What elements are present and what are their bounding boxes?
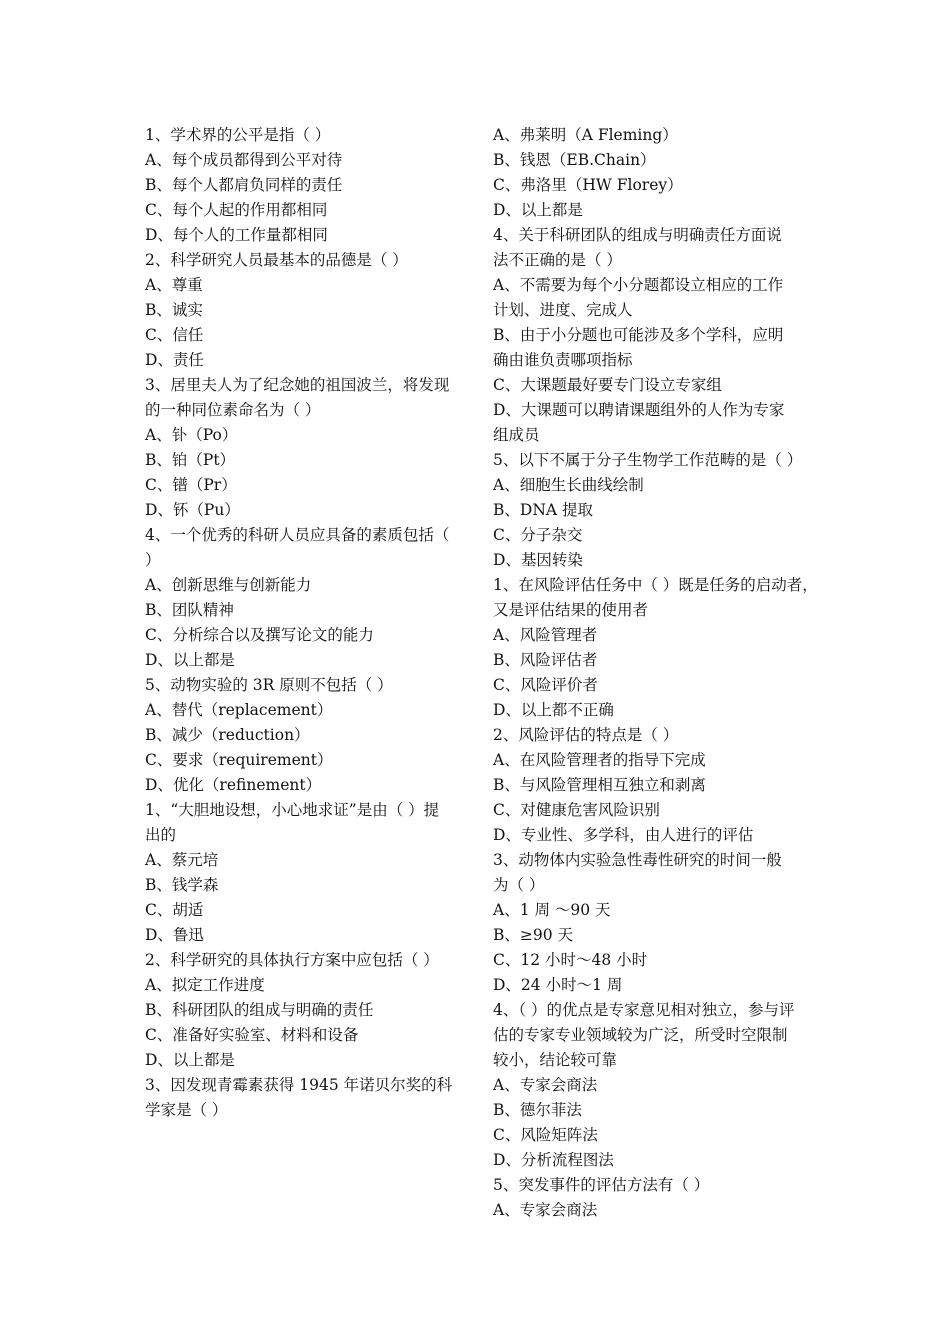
text-line: B、减少（reduction）	[145, 726, 310, 744]
text-line: D、优化（refinement）	[145, 776, 322, 794]
text-line: C、12 小时～48 小时	[493, 951, 648, 969]
text-line: D、钚（Pu）	[145, 501, 240, 519]
text-line: 计划、进度、完成人	[493, 301, 633, 319]
text-line: 为（ ）	[493, 876, 545, 894]
text-line: A、弗莱明（A Fleming）	[493, 126, 678, 144]
text-line: 2、科学研究人员最基本的品德是（ ）	[145, 251, 408, 269]
text-line: 估的专家专业领域较为广泛，所受时空限制	[493, 1026, 788, 1044]
text-line: 1、在风险评估任务中（ ）既是任务的启动者，	[493, 576, 818, 594]
text-line: ）	[145, 551, 161, 569]
text-line: C、分析综合以及撰写论文的能力	[145, 626, 374, 644]
text-line: B、风险评估者	[493, 651, 598, 669]
text-line: B、与风险管理相互独立和剥离	[493, 776, 706, 794]
text-line: 3、因发现青霉素获得 1945 年诺贝尔奖的科	[145, 1076, 453, 1094]
text-line: 又是评估结果的使用者	[493, 601, 649, 619]
text-line: 法不正确的是（ ）	[493, 251, 622, 269]
text-line: D、24 小时～1 周	[493, 976, 623, 994]
text-line: C、对健康危害风险识别	[493, 801, 660, 819]
text-line: B、钱学森	[145, 876, 219, 894]
text-line: C、大课题最好要专门设立专家组	[493, 376, 722, 394]
text-line: B、科研团队的组成与明确的责任	[145, 1001, 374, 1019]
text-line: C、要求（requirement）	[145, 751, 333, 769]
text-line: A、每个成员都得到公平对待	[145, 151, 343, 169]
text-line: B、诚实	[145, 301, 203, 319]
text-line: A、专家会商法	[493, 1201, 598, 1219]
text-line: 4、（ ）的优点是专家意见相对独立，参与评	[493, 1001, 795, 1019]
text-line: 1、学术界的公平是指（ ）	[145, 126, 331, 144]
text-line: B、≥90 天	[493, 926, 574, 944]
text-line: A、尊重	[145, 276, 203, 294]
text-line: A、细胞生长曲线绘制	[493, 476, 644, 494]
text-line: C、风险矩阵法	[493, 1126, 598, 1144]
text-line: D、以上都是	[493, 201, 583, 219]
text-line: D、以上都是	[145, 651, 235, 669]
text-line: 3、居里夫人为了纪念她的祖国波兰，将发现	[145, 376, 450, 394]
text-line: C、每个人起的作用都相同	[145, 201, 328, 219]
text-line: D、责任	[145, 351, 204, 369]
text-line: B、团队精神	[145, 601, 234, 619]
text-line: D、大课题可以聘请课题组外的人作为专家	[493, 401, 785, 419]
text-line: C、分子杂交	[493, 526, 583, 544]
text-line: D、基因转染	[493, 551, 583, 569]
text-line: 学家是（ ）	[145, 1101, 228, 1119]
text-line: A、1 周 ～90 天	[493, 901, 611, 919]
text-line: 的一种同位素命名为（ ）	[145, 401, 321, 419]
text-line: 4、一个优秀的科研人员应具备的素质包括（	[145, 526, 450, 544]
text-line: 3、动物体内实验急性毒性研究的时间一般	[493, 851, 782, 869]
text-line: D、鲁迅	[145, 926, 204, 944]
text-line: A、在风险管理者的指导下完成	[493, 751, 706, 769]
text-line: A、风险管理者	[493, 626, 598, 644]
text-line: D、以上都不正确	[493, 701, 614, 719]
text-line: A、拟定工作进度	[145, 976, 265, 994]
text-line: D、专业性、多学科，由人进行的评估	[493, 826, 754, 844]
text-line: B、钱恩（EB.Chain）	[493, 151, 656, 169]
text-line: C、镨（Pr）	[145, 476, 237, 494]
text-line: C、风险评价者	[493, 676, 598, 694]
left-column	[145, 123, 470, 1123]
text-line: A、创新思维与创新能力	[145, 576, 312, 594]
text-line: A、专家会商法	[493, 1076, 598, 1094]
text-line: 5、以下不属于分子生物学工作范畴的是（ ）	[493, 451, 803, 469]
text-line: 5、动物实验的 3R 原则不包括（ ）	[145, 676, 393, 694]
text-line: B、每个人都肩负同样的责任	[145, 176, 343, 194]
text-line: 2、风险评估的特点是（ ）	[493, 726, 679, 744]
text-line: D、以上都是	[145, 1051, 235, 1069]
text-line: D、分析流程图法	[493, 1151, 614, 1169]
text-line: 较小，结论较可靠	[493, 1051, 618, 1069]
right-column	[493, 123, 821, 1223]
text-line: C、准备好实验室、材料和设备	[145, 1026, 359, 1044]
text-line: A、钋（Po）	[145, 426, 238, 444]
text-line: 4、关于科研团队的组成与明确责任方面说	[493, 226, 782, 244]
text-line: A、不需要为每个小分题都设立相应的工作	[493, 276, 784, 294]
text-line: 出的	[145, 826, 177, 844]
text-line: A、蔡元培	[145, 851, 219, 869]
text-line: B、德尔菲法	[493, 1101, 582, 1119]
text-line: 2、科学研究的具体执行方案中应包括（ ）	[145, 951, 439, 969]
text-line: C、信任	[145, 326, 204, 344]
text-line: D、每个人的工作量都相同	[145, 226, 328, 244]
text-line: B、铂（Pt）	[145, 451, 236, 469]
text-line: B、DNA 提取	[493, 501, 594, 519]
text-line: C、弗洛里（HW Florey）	[493, 176, 683, 194]
text-line: B、由于小分题也可能涉及多个学科，应明	[493, 326, 784, 344]
text-line: 组成员	[493, 426, 540, 444]
text-line: A、替代（replacement）	[145, 701, 333, 719]
text-line: C、胡适	[145, 901, 204, 919]
text-line: 确由谁负责哪项指标	[493, 351, 633, 369]
text-line: 1、“大胆地设想，小心地求证”是由（ ）提	[145, 801, 440, 819]
text-line: 5、突发事件的评估方法有（ ）	[493, 1176, 710, 1194]
